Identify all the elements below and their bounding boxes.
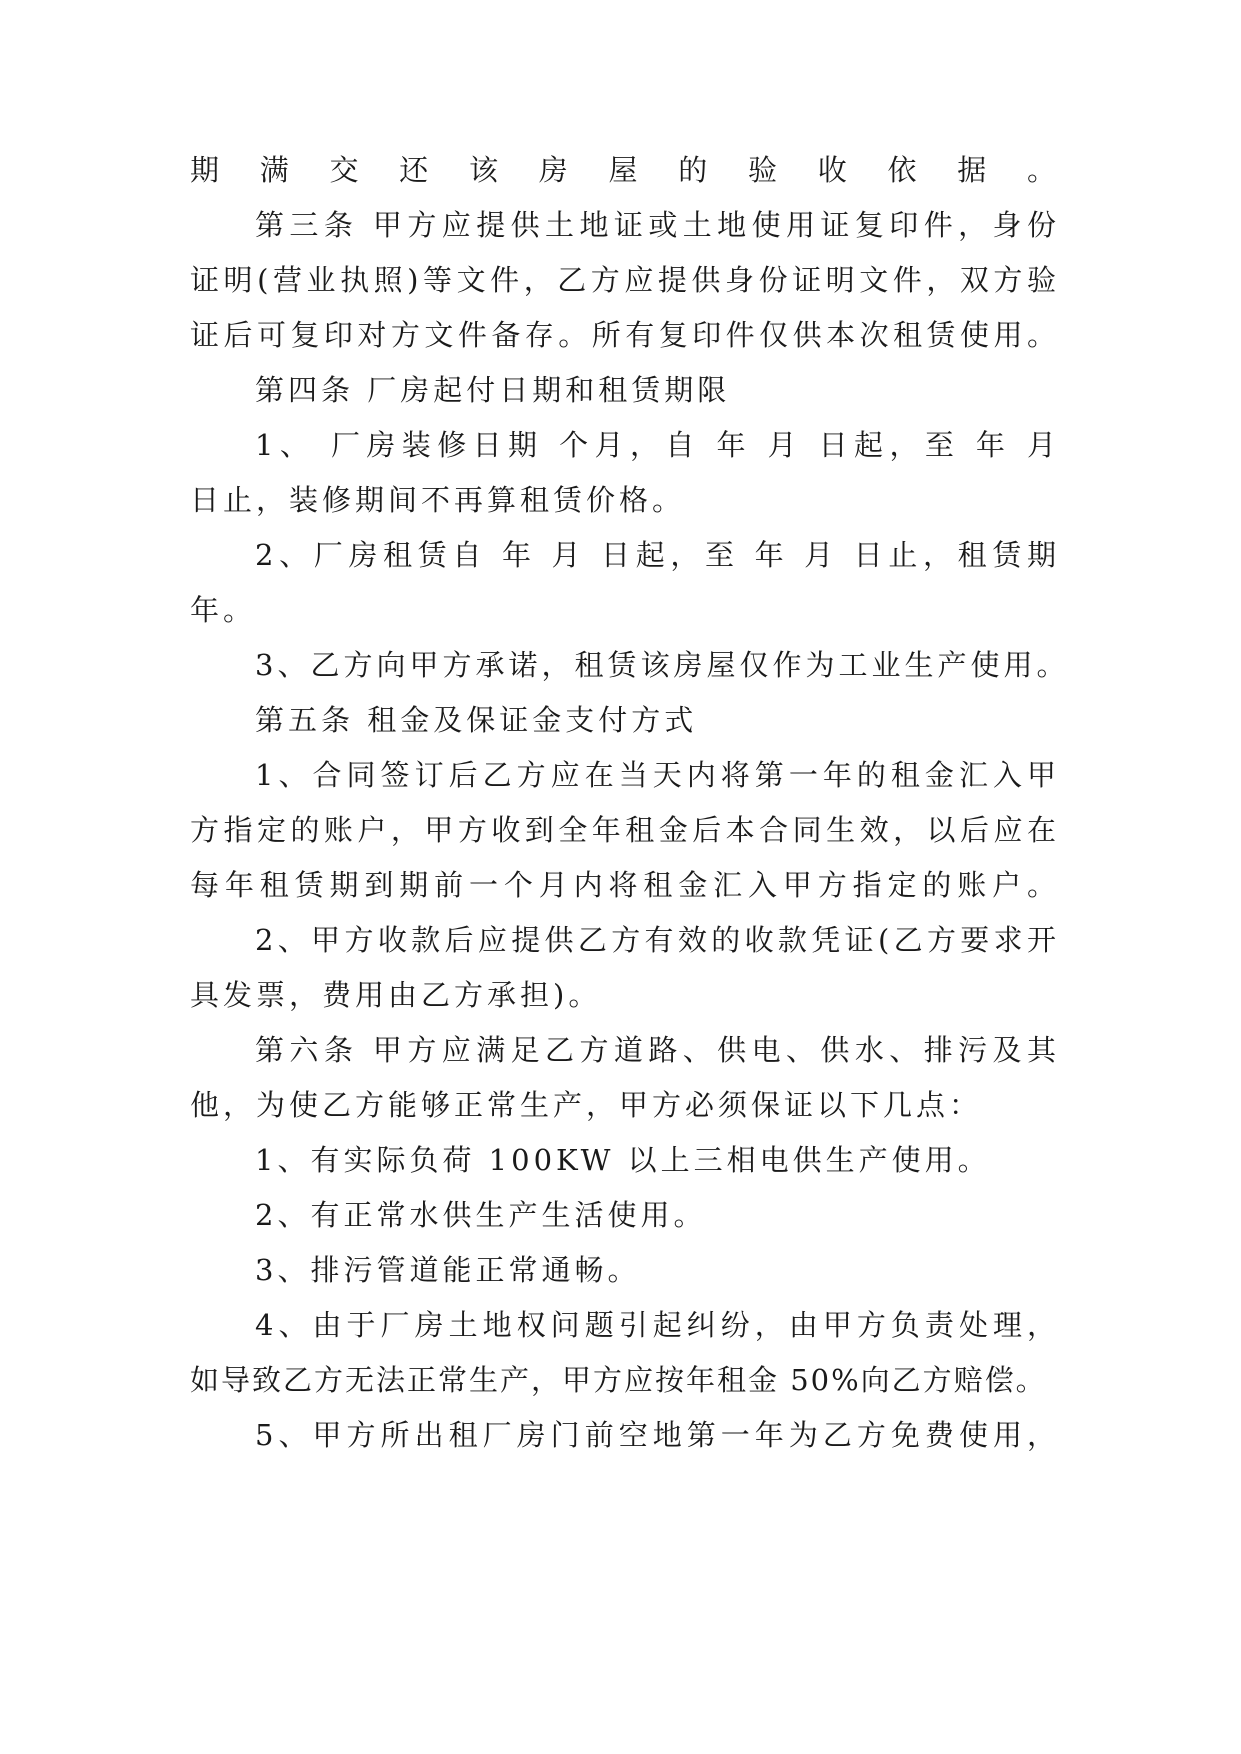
paragraph-line: 3、乙方向甲方承诺，租赁该房屋仅作为工业生产使用。 <box>255 648 1070 682</box>
paragraph-line: 1、合同签订后乙方应在当天内将第一年的租金汇入甲 <box>255 758 1060 792</box>
list-item: 3、排污管道能正常通畅。 <box>255 1253 641 1287</box>
list-item: 1、有实际负荷 100KW 以上三相电供生产使用。 <box>255 1143 991 1177</box>
paragraph-line: 2、甲方收款后应提供乙方有效的收款凭证(乙方要求开 <box>255 923 1060 957</box>
paragraph-line: 2、厂房租赁自 年 月 日起，至 年 月 日止，租赁期 <box>255 538 1060 572</box>
paragraph-line: 第三条 甲方应提供土地证或土地使用证复印件，身份 <box>255 208 1060 242</box>
paragraph-line: 证后可复印对方文件备存。所有复印件仅供本次租赁使用。 <box>190 318 1060 352</box>
paragraph-line: 每年租赁期到期前一个月内将租金汇入甲方指定的账户。 <box>190 868 1060 902</box>
section-heading: 第五条 租金及保证金支付方式 <box>255 703 698 737</box>
list-item: 4、由于厂房土地权问题引起纠纷，由甲方负责处理， <box>255 1308 1060 1342</box>
paragraph-line: 具发票，费用由乙方承担)。 <box>190 978 602 1012</box>
paragraph-line: 日止，装修期间不再算租赁价格。 <box>190 483 686 517</box>
paragraph-line: 方指定的账户，甲方收到全年租金后本合同生效，以后应在 <box>190 813 1060 847</box>
paragraph-line: 他，为使乙方能够正常生产，甲方必须保证以下几点： <box>190 1088 983 1122</box>
list-item: 2、有正常水供生产生活使用。 <box>255 1198 707 1232</box>
paragraph-line: 期满交还该房屋的验收依据。 <box>190 153 1060 187</box>
list-item: 5、甲方所出租厂房门前空地第一年为乙方免费使用， <box>255 1418 1060 1452</box>
section-heading: 第四条 厂房起付日期和租赁期限 <box>255 373 731 407</box>
paragraph-line: 如导致乙方无法正常生产，甲方应按年租金 50%向乙方赔偿。 <box>190 1363 1047 1397</box>
section-heading: 第六条 甲方应满足乙方道路、供电、供水、排污及其 <box>255 1033 1060 1067</box>
paragraph-line: 证明(营业执照)等文件，乙方应提供身份证明文件，双方验 <box>190 263 1060 297</box>
paragraph-line: 1、 厂房装修日期 个月，自 年 月 日起，至 年 月 <box>255 428 1060 462</box>
paragraph-line: 年。 <box>190 593 257 627</box>
